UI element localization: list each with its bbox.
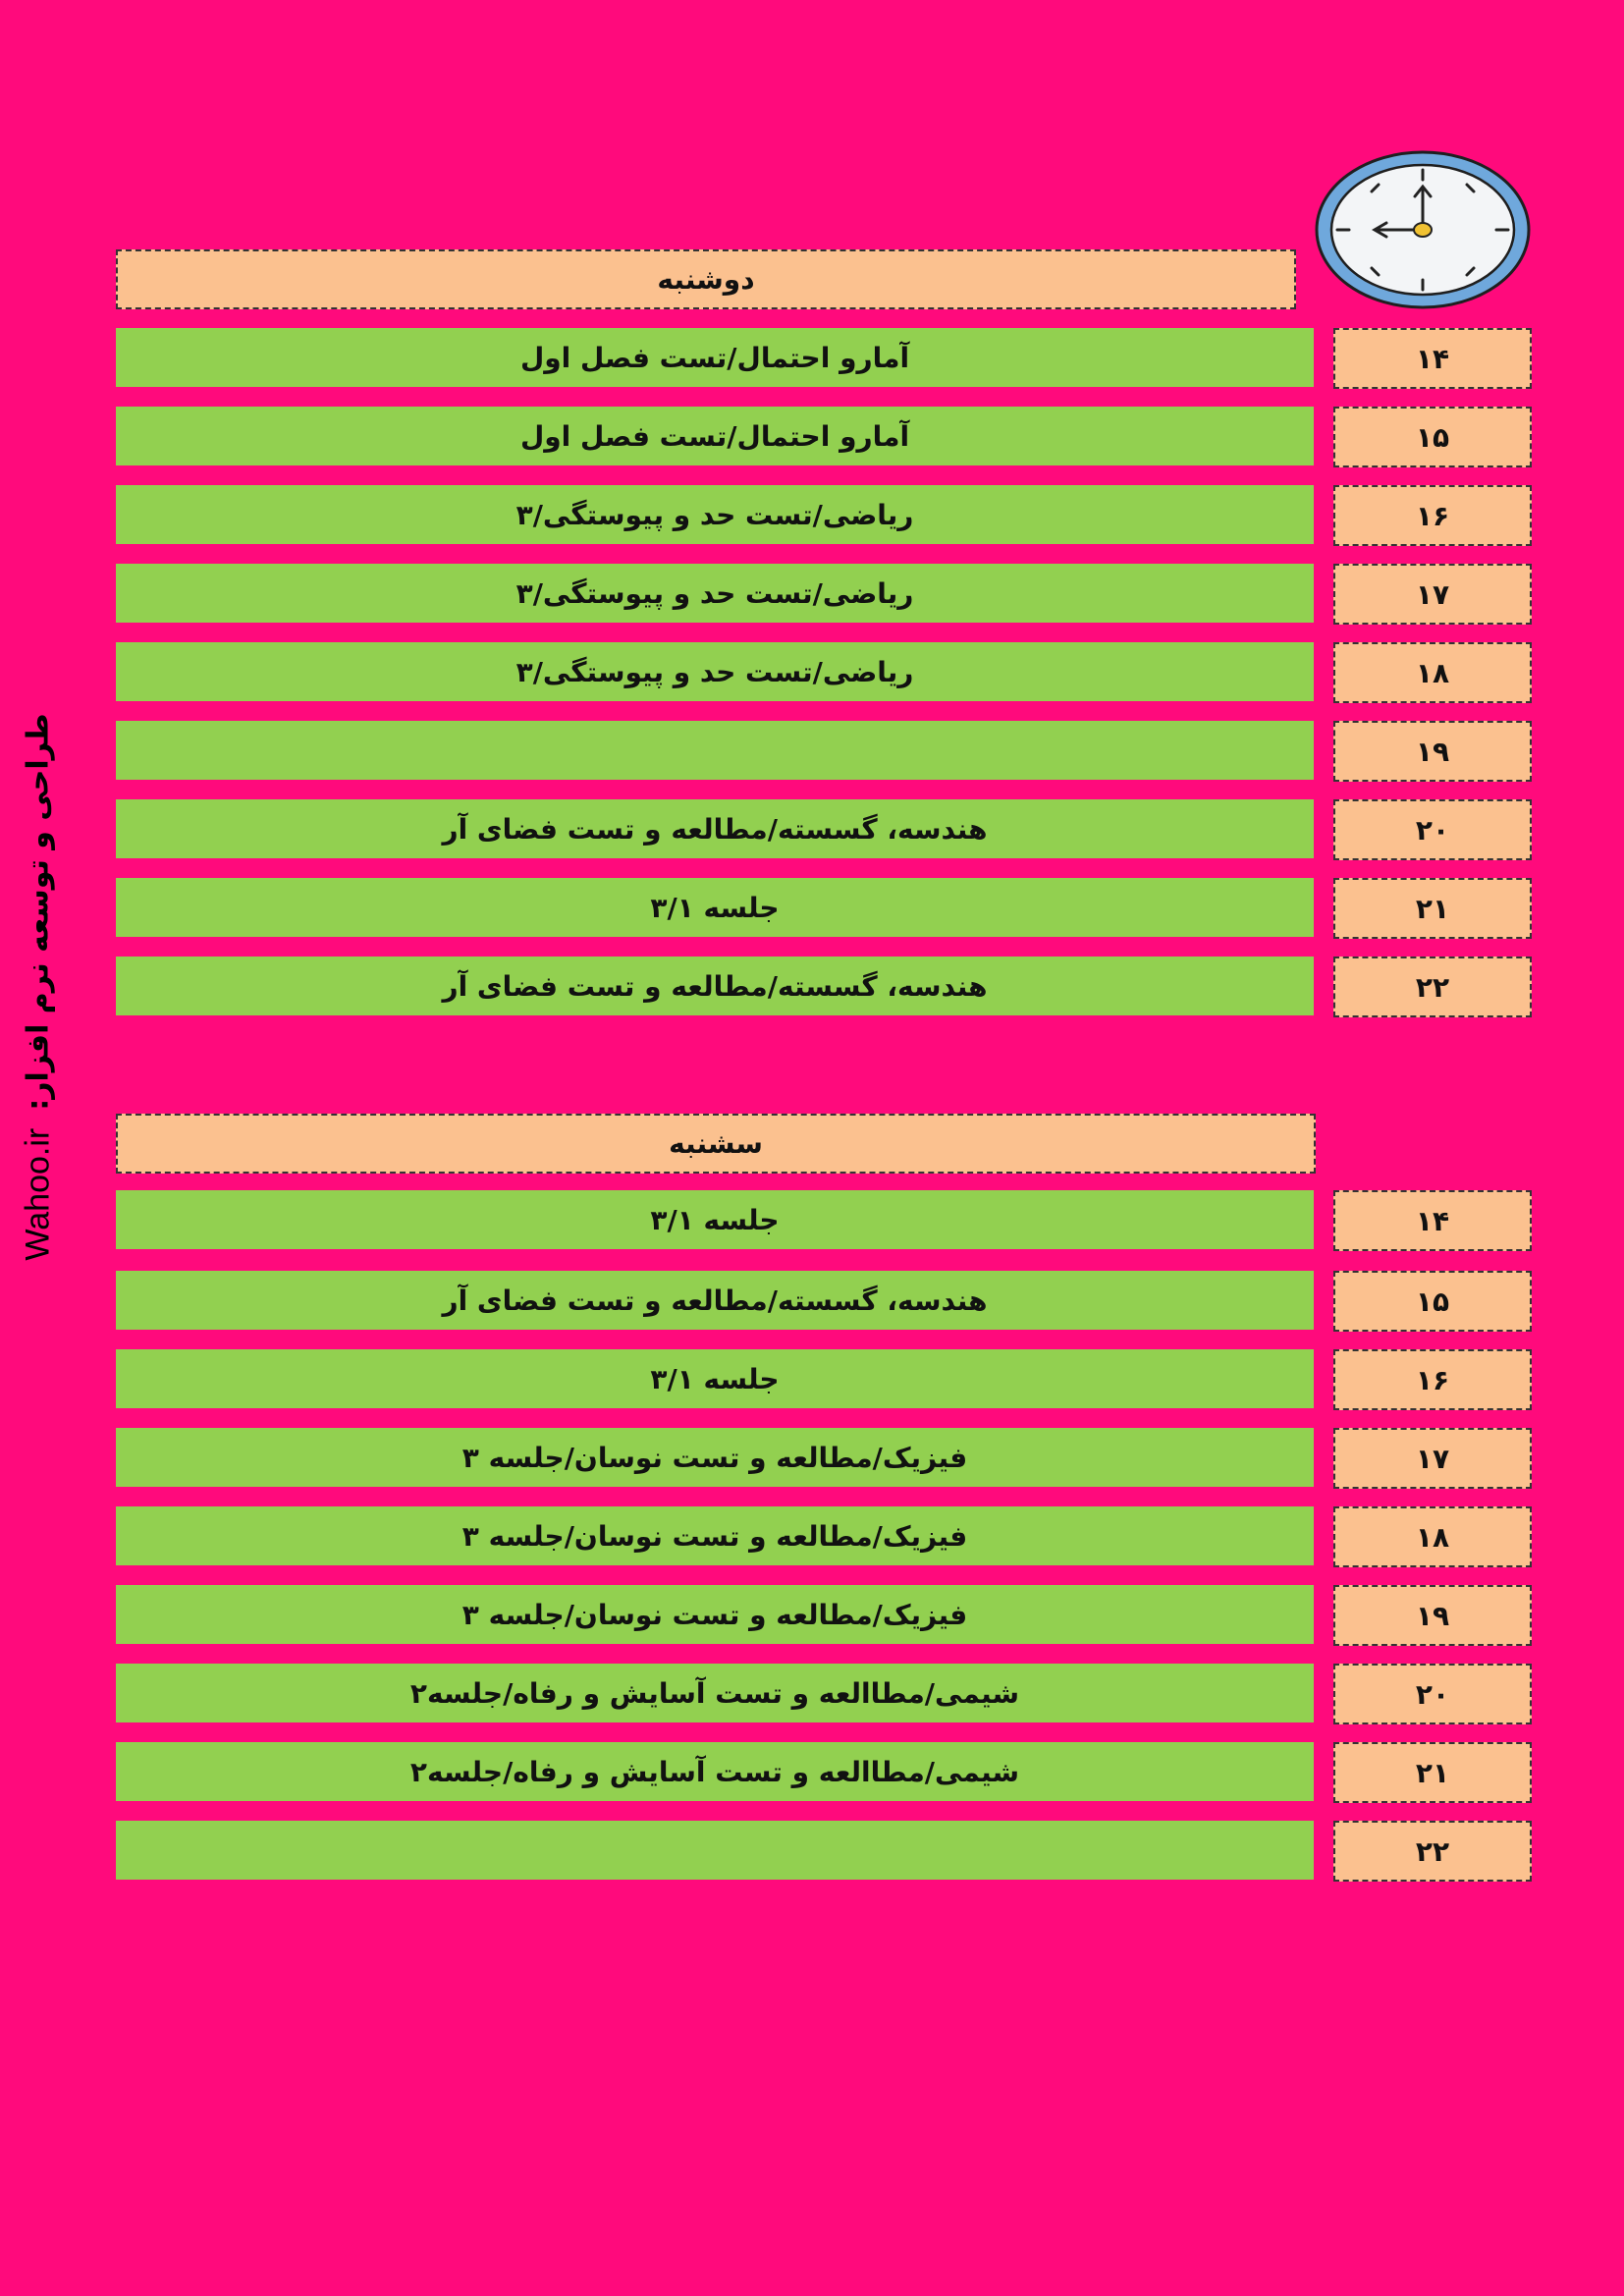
schedule-row (116, 1271, 1532, 1332)
schedule-row (116, 564, 1532, 625)
schedule-row (116, 1585, 1532, 1646)
task-cell: فیزیک/مطالعه و تست نوسان/جلسه ۳ (116, 1428, 1314, 1487)
task-cell: ریاضی/تست حد و پیوستگی/۳ (116, 485, 1314, 544)
schedule-row (116, 1349, 1532, 1410)
day-header-tuesday: سشنبه (116, 1114, 1316, 1174)
task-cell: هندسه، گسسته/مطالعه و تست فضای آر (116, 1271, 1314, 1330)
schedule-row (116, 878, 1532, 939)
credit-site: Wahoo.ir (19, 1127, 57, 1261)
task-cell: ریاضی/تست حد و پیوستگی/۳ (116, 642, 1314, 701)
hour-cell: ۲۲ (1333, 957, 1532, 1017)
hour-cell: ۱۴ (1333, 1190, 1532, 1251)
schedule-row (116, 1821, 1532, 1882)
task-cell (116, 1821, 1314, 1880)
hour-cell: ۲۱ (1333, 1742, 1532, 1803)
schedule-row (116, 407, 1532, 467)
schedule-row (116, 1506, 1532, 1567)
schedule-row (116, 799, 1532, 860)
task-cell: آمارو احتمال/تست فصل اول (116, 328, 1314, 387)
schedule-row (116, 1190, 1532, 1251)
hour-cell: ۲۰ (1333, 799, 1532, 860)
task-cell: آمارو احتمال/تست فصل اول (116, 407, 1314, 465)
schedule-row (116, 1742, 1532, 1803)
schedule-row (116, 485, 1532, 546)
hour-cell: ۱۷ (1333, 1428, 1532, 1489)
hour-cell: ۱۵ (1333, 1271, 1532, 1332)
task-cell: هندسه، گسسته/مطالعه و تست فضای آر (116, 957, 1314, 1015)
schedule-row (116, 1664, 1532, 1724)
task-cell: جلسه ۳/۱ (116, 1190, 1314, 1249)
task-cell: فیزیک/مطالعه و تست نوسان/جلسه ۳ (116, 1506, 1314, 1565)
task-cell: هندسه، گسسته/مطالعه و تست فضای آر (116, 799, 1314, 858)
schedule-row (116, 1428, 1532, 1489)
hour-cell: ۱۸ (1333, 1506, 1532, 1567)
hour-cell: ۱۹ (1333, 721, 1532, 782)
hour-cell: ۱۷ (1333, 564, 1532, 625)
side-credit (18, 713, 59, 1261)
task-cell: ریاضی/تست حد و پیوستگی/۳ (116, 564, 1314, 623)
hour-cell: ۱۹ (1333, 1585, 1532, 1646)
task-cell (116, 721, 1314, 780)
clock-icon (1314, 149, 1532, 310)
schedule-row (116, 642, 1532, 703)
task-cell: فیزیک/مطالعه و تست نوسان/جلسه ۳ (116, 1585, 1314, 1644)
schedule-row (116, 957, 1532, 1017)
hour-cell: ۱۸ (1333, 642, 1532, 703)
task-cell: شیمی/مطاالعه و تست آسایش و رفاه/جلسه۲ (116, 1742, 1314, 1801)
hour-cell: ۱۵ (1333, 407, 1532, 467)
hour-cell: ۱۴ (1333, 328, 1532, 389)
task-cell: شیمی/مطاالعه و تست آسایش و رفاه/جلسه۲ (116, 1664, 1314, 1722)
hour-cell: ۱۶ (1333, 1349, 1532, 1410)
day-header-monday: دوشنبه (116, 249, 1296, 309)
schedule-row (116, 721, 1532, 782)
hour-cell: ۲۲ (1333, 1821, 1532, 1882)
task-cell: جلسه ۳/۱ (116, 1349, 1314, 1408)
task-cell: جلسه ۳/۱ (116, 878, 1314, 937)
hour-cell: ۲۰ (1333, 1664, 1532, 1724)
hour-cell: ۱۶ (1333, 485, 1532, 546)
hour-cell: ۲۱ (1333, 878, 1532, 939)
credit-label: طراحی و توسعه نرم افزار: (21, 713, 56, 1111)
schedule-row (116, 328, 1532, 389)
